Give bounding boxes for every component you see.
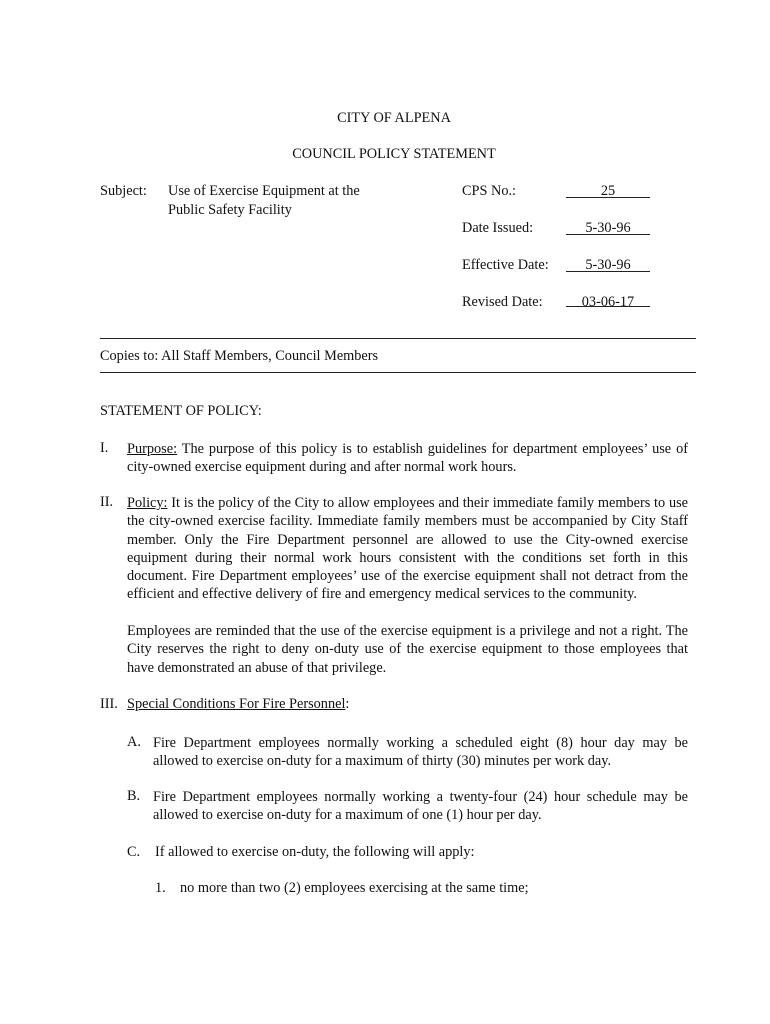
issued-underline bbox=[566, 234, 650, 235]
section-3-colon: : bbox=[345, 696, 350, 712]
item-a-label: A. bbox=[127, 734, 141, 750]
item-b-text: Fire Department employees normally working a twenty-four (24) hour schedule may be allowed to exercise on-duty for a maximum of one (1) hour per day. bbox=[153, 789, 688, 824]
section-2-number: II. bbox=[100, 494, 114, 510]
item-b-label: B. bbox=[127, 788, 141, 804]
section-2-paragraph-2: Employees are reminded that the use of the exercise equipment is a privilege and not a right. The City reserves the right to deny on-duty use of the exercise equipment to those employees that have demonstrated an abuse of that privilege. bbox=[127, 623, 688, 676]
section-1-heading: Purpose: bbox=[127, 441, 178, 457]
revised-underline bbox=[566, 306, 650, 307]
item-a-text: Fire Department employees normally working a scheduled eight (8) hour day may be allowed to exercise on-duty for a maximum of thirty (30) minutes per work day. bbox=[153, 735, 688, 770]
section-3-heading-wrap bbox=[127, 696, 349, 713]
section-2-heading: Policy: bbox=[127, 495, 168, 511]
effective-value: 5-30-96 bbox=[585, 257, 631, 273]
section-1-text: The purpose of this policy is to establish guidelines for department employees’ use of city-owned exercise equipment during and after normal work hours. bbox=[127, 441, 688, 476]
cps-label: CPS No.: bbox=[462, 183, 517, 199]
issued-value: 5-30-96 bbox=[585, 220, 631, 236]
item-c-text: If allowed to exercise on-duty, the following will apply: bbox=[155, 844, 475, 860]
revised-value: 03-06-17 bbox=[581, 294, 635, 310]
cps-value: 25 bbox=[600, 183, 616, 199]
statement-heading: STATEMENT OF POLICY: bbox=[100, 403, 262, 419]
bottom-divider bbox=[100, 372, 696, 373]
section-2-paragraph bbox=[127, 494, 688, 604]
section-3-number: III. bbox=[100, 696, 118, 712]
revised-label: Revised Date: bbox=[462, 294, 543, 310]
copies-to: Copies to: All Staff Members, Council Members bbox=[100, 348, 379, 364]
section-1-number: I. bbox=[100, 440, 109, 456]
subject-line-1: Use of Exercise Equipment at the bbox=[168, 183, 360, 199]
subitem-1-label: 1. bbox=[155, 880, 166, 896]
section-2-text: It is the policy of the City to allow employees and their immediate family members to use the city-owned exercise facility. Immediate family members must be accompanied by City Staff member. Only the Fire Department personnel are allowed to use the City-owned exercise equipment during their normal work hours consistent with the conditions set forth in this document. Fire Department employees’ use of the exercise equipment shall not detract from the efficient and effective delivery of fire and emergency medical services to the community. bbox=[127, 495, 688, 603]
section-1-paragraph bbox=[127, 440, 688, 477]
subject-line-2: Public Safety Facility bbox=[168, 202, 292, 218]
item-c-label: C. bbox=[127, 844, 141, 860]
issued-label: Date Issued: bbox=[462, 220, 534, 236]
document-title: COUNCIL POLICY STATEMENT bbox=[292, 146, 496, 162]
cps-underline bbox=[566, 197, 650, 198]
subitem-1-text: no more than two (2) employees exercising at the same time; bbox=[180, 880, 529, 896]
section-3-heading: Special Conditions For Fire Personnel bbox=[127, 696, 346, 712]
effective-label: Effective Date: bbox=[462, 257, 549, 273]
top-divider bbox=[100, 338, 696, 339]
effective-underline bbox=[566, 271, 650, 272]
subject-label: Subject: bbox=[100, 183, 147, 199]
city-name: CITY OF ALPENA bbox=[337, 110, 451, 126]
